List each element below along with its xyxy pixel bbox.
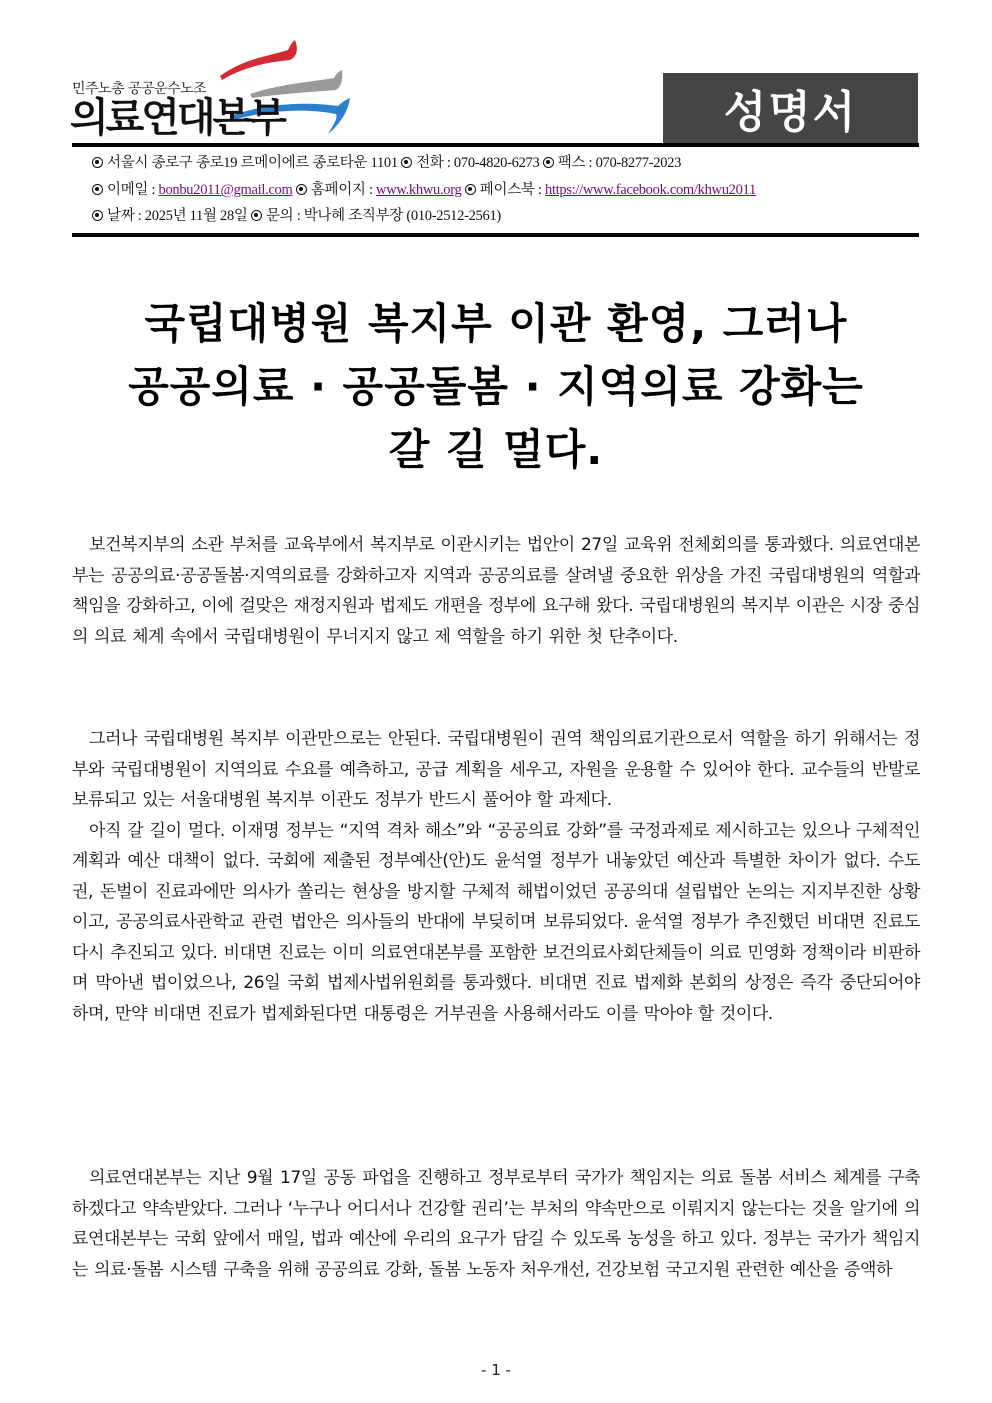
bullet-icon xyxy=(92,210,103,221)
title-line-2: 공공의료 · 공공돌봄 · 지역의료 강화는 xyxy=(128,362,864,411)
body-section-2 xyxy=(72,724,920,1029)
bullet-icon xyxy=(465,184,476,195)
bullet-icon xyxy=(296,184,307,195)
page-number: - 1 - xyxy=(481,1361,511,1379)
paragraph: 그러나 국립대병원 복지부 이관만으로는 안된다. 국립대병원이 권역 책임의료기관으로서 역할을 하기 위해서는 정부와 국립대병원이 지역의료 수요를 예측하고, 공급 계획을 세우고, 자원을 운용할 수 있어야 한다. 교수들의 반발로 보류되고 있는 서울대병원 복지부 이관도 정부가 반드시 풀어야 할 과제다. xyxy=(72,729,920,810)
bullet-icon xyxy=(543,157,554,168)
bullet-icon xyxy=(92,184,103,195)
logo-subtitle: 민주노총 공공운수노조 xyxy=(72,81,207,97)
body-section-3 xyxy=(72,1163,920,1285)
homepage-label: 홈페이지 : xyxy=(310,182,377,198)
phone-text: 전화 : 070-4820-6273 xyxy=(416,155,540,171)
contact-line-links xyxy=(92,180,756,200)
contact-line-address xyxy=(92,153,681,173)
email-link[interactable]: bonbu2011@gmail.com xyxy=(158,182,293,198)
header-divider-bottom xyxy=(72,233,919,237)
title-line-1: 국립대병원 복지부 이관 환영, 그러나 xyxy=(144,299,848,348)
body-section-1 xyxy=(72,530,920,652)
organization-logo xyxy=(70,36,350,141)
date-text: 날짜 : 2025년 11월 28일 xyxy=(107,208,248,224)
homepage-link[interactable]: www.khwu.org xyxy=(376,182,462,198)
document-type-badge: 성명서 xyxy=(663,73,918,143)
address-text: 서울시 종로구 종로19 르메이에르 종로타운 1101 xyxy=(107,155,398,171)
title-line-3: 갈 길 멀다. xyxy=(388,425,604,474)
paragraph: 아직 갈 길이 멀다. 이재명 정부는 “지역 격차 해소”와 “공공의료 강화”를 국정과제로 제시하고는 있으나 구체적인 계획과 예산 대책이 없다. 국회에 제출된 정부예산(안)도 윤석열 정부가 내놓았던 예산과 특별한 차이가 없다. 수도권, 돈벌이 진료과에만 의사가 쏠리는 현상을 방지할 구체적 해법이었던 공공의대 설립법안 논의는 지지부진한 상황이고, 공공의료사관학교 관련 법안은 의사들의 반대에 부딪히며 보류되었다. 윤석열 정부가 추진했던 비대면 진료도 다시 추진되고 있다. 비대면 진료는 이미 의료연대본부를 포함한 보건의료사회단체들이 의료 민영화 정책이라 비판하며 막아낸 법이었으나, 26일 국회 법제사법위원회를 통과했다. 비대면 진료 법제화 본회의 상정은 즉각 중단되어야 하며, 만약 비대면 진료가 법제화된다면 대통령은 거부권을 사용해서라도 이를 막아야 할 것이다. xyxy=(72,820,920,1024)
fax-text: 팩스 : 070-8277-2023 xyxy=(557,155,682,171)
facebook-link[interactable]: https://www.facebook.com/khwu2011 xyxy=(545,182,756,198)
header-divider-top xyxy=(72,143,919,147)
facebook-label: 페이스북 : xyxy=(479,182,545,198)
bullet-icon xyxy=(251,210,262,221)
paragraph: 보건복지부의 소관 부처를 교육부에서 복지부로 이관시키는 법안이 27일 교육위 전체회의를 통과했다. 의료연대본부는 공공의료·공공돌봄·지역의료를 강화하고자 지역과 공공의료를 살려낼 중요한 위상을 가진 국립대병원의 역할과 책임을 강화하고, 이에 걸맞은 재정지원과 법제도 개편을 정부에 요구해 왔다. 국립대병원의 복지부 이관은 시장 중심의 의료 체계 속에서 국립대병원이 무너지지 않고 제 역할을 하기 위한 첫 단추이다. xyxy=(72,535,920,647)
bullet-icon xyxy=(92,157,103,168)
contact-line-date xyxy=(92,206,501,226)
paragraph: 의료연대본부는 지난 9월 17일 공동 파업을 진행하고 정부로부터 국가가 책임지는 의료 돌봄 서비스 체계를 구축하겠다고 약속받았다. 그러나 ‘누구나 어디서나 건강할 권리’는 부처의 약속만으로 이뤄지지 않는다는 것을 알기에 의료연대본부는 국회 앞에서 매일, 법과 예산에 우리의 요구가 담길 수 있도록 농성을 하고 있다. 정부는 국가가 책임지는 의료·돌봄 시스템 구축을 위해 공공의료 강화, 돌봄 노동자 처우개선, 건강보험 국고지원 관련한 예산을 증액하 xyxy=(72,1168,921,1280)
statement-title xyxy=(60,292,932,481)
logo-name: 의료연대본부 xyxy=(70,95,284,141)
email-label: 이메일 : xyxy=(107,182,159,198)
inquiry-text: 문의 : 박나혜 조직부장 (010-2512-2561) xyxy=(265,208,501,224)
bullet-icon xyxy=(401,157,412,168)
